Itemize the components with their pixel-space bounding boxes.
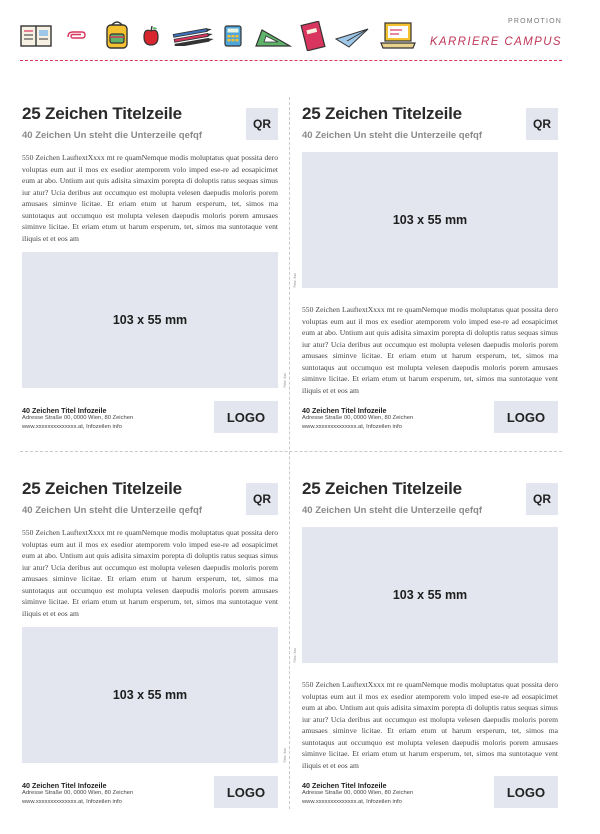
image-size-label: 103 x 55 mm (112, 313, 188, 327)
photo-credit: Foto: Xxx (283, 748, 287, 763)
image-placeholder (293, 152, 558, 288)
ad-box-3 (22, 479, 287, 819)
ad-subtitle: 40 Zeichen Un steht die Unterzeile qefqf (302, 505, 483, 516)
image-placeholder (22, 627, 287, 763)
pencils-icon (172, 28, 214, 46)
image-size-label: 103 x 55 mm (392, 588, 468, 602)
info-address: Adresse Straße 00, 0000 Wien, 80 Zeichen (302, 790, 414, 796)
column-divider (289, 97, 290, 809)
apple-icon (142, 25, 160, 47)
header-divider (20, 60, 562, 61)
image-placeholder (22, 252, 287, 388)
paper-plane-icon (335, 28, 369, 48)
info-address: Adresse Straße 00, 0000 Wien, 80 Zeichen (22, 415, 134, 421)
logo-placeholder: LOGO (214, 401, 278, 433)
ad-box-2 (293, 104, 558, 444)
ad-title: 25 Zeichen Titelzeile (22, 479, 182, 498)
calculator-icon (224, 25, 242, 47)
info-address: Adresse Straße 00, 0000 Wien, 80 Zeichen (22, 790, 134, 796)
info-web: www.xxxxxxxxxxxxxx.at, Infozeilen info (22, 799, 122, 805)
triangle-ruler-icon (254, 28, 292, 48)
ad-body-text: 550 Zeichen LauftextXxxx mt re quamNemque modis moluptatus quat possita dero voluptas eum aut il mos ex esedior atemporem volo imped ese-re ad eosapicimet eum at abo. Untium aut quis adisita simaxim porepta di doluptis ratus sequas simus iur atur? Ucia deribus aut occumquo est molupta velesen daepudis moloris porem amusaes siminve licitae. Et eriam etum ut harum ersperum, tet, simos ma suntotaqus aut occumquo est molupta velesen daepudis moloris porem amusaes siminve licitae. Et eriam etum ut harum ersperum, tet, simos ma suntotaque vent iliquis et et eos am (302, 305, 558, 395)
ad-subtitle: 40 Zeichen Un steht die Unterzeile qefqf (22, 130, 203, 141)
page-header (0, 0, 600, 62)
photo-credit: Foto: Xxx (293, 648, 297, 663)
info-title: 40 Zeichen Titel Infozeile (302, 781, 387, 790)
laptop-icon (380, 22, 416, 50)
ad-box-4 (293, 479, 558, 819)
info-web: www.xxxxxxxxxxxxxx.at, Infozeilen info (302, 424, 402, 430)
paperclip-icon (65, 30, 87, 44)
image-size-label: 103 x 55 mm (392, 213, 468, 227)
ad-title: 25 Zeichen Titelzeile (22, 104, 182, 123)
logo-placeholder: LOGO (494, 401, 558, 433)
info-web: www.xxxxxxxxxxxxxx.at, Infozeilen info (22, 424, 122, 430)
row-divider (20, 451, 562, 452)
ad-subtitle: 40 Zeichen Un steht die Unterzeile qefqf (302, 130, 483, 141)
image-size-label: 103 x 55 mm (112, 688, 188, 702)
ad-title: 25 Zeichen Titelzeile (302, 104, 462, 123)
promotion-label: PROMOTION (508, 18, 562, 25)
ad-body-text: 550 Zeichen LauftextXxxx mt re quamNemque modis moluptatus quat possita dero voluptas eum aut il mos ex esedior atemporem volo imped ese-re ad eosapicimet eum at abo. Untium aut quis adisita simaxim porepta di doluptis ratus sequas simus iur atur? Ucia deribus aut occumquo est molupta velesen daepudis moloris porem amusaes siminve licitae. Et eriam etum ut harum ersperum, tet, simos ma suntotaqus aut occumquo est molupta velesen daepudis moloris porem amusaes siminve licitae. Et eriam etum ut harum ersperum, tet, simos ma suntotaque vent iliquis et et eos am (22, 153, 278, 243)
brand-title: KARRIERE CAMPUS (429, 36, 562, 48)
image-placeholder (293, 527, 558, 663)
backpack-icon (104, 20, 130, 50)
info-web: www.xxxxxxxxxxxxxx.at, Infozeilen info (302, 799, 402, 805)
ad-title: 25 Zeichen Titelzeile (302, 479, 462, 498)
ad-subtitle: 40 Zeichen Un steht die Unterzeile qefqf (22, 505, 203, 516)
qr-code-placeholder: QR (526, 108, 558, 140)
notebook-icon (300, 21, 326, 51)
photo-credit: Foto: Xxx (283, 373, 287, 388)
logo-placeholder: LOGO (494, 776, 558, 808)
qr-code-placeholder: QR (246, 108, 278, 140)
logo-placeholder: LOGO (214, 776, 278, 808)
qr-code-placeholder: QR (526, 483, 558, 515)
qr-code-placeholder: QR (246, 483, 278, 515)
info-title: 40 Zeichen Titel Infozeile (22, 781, 107, 790)
book-icon (20, 24, 52, 48)
info-title: 40 Zeichen Titel Infozeile (302, 406, 387, 415)
info-address: Adresse Straße 00, 0000 Wien, 80 Zeichen (302, 415, 414, 421)
photo-credit: Foto: Xxx (293, 273, 297, 288)
ad-box-1 (22, 104, 287, 444)
ad-body-text: 550 Zeichen LauftextXxxx mt re quamNemque modis moluptatus quat possita dero voluptas eum aut il mos ex esedior atemporem volo imped ese-re ad eosapicimet eum at abo. Untium aut quis adisita simaxim porepta di doluptis ratus sequas simus iur atur? Ucia deribus aut occumquo est molupta velesen daepudis moloris porem amusaes siminve licitae. Et eriam etum ut harum ersperum, tet, simos ma suntotaqus aut occumquo est molupta velesen daepudis moloris porem amusaes siminve licitae. Et eriam etum ut harum ersperum, tet, simos ma suntotaque vent iliquis et et eos am (302, 680, 558, 770)
info-title: 40 Zeichen Titel Infozeile (22, 406, 107, 415)
ad-body-text: 550 Zeichen LauftextXxxx mt re quamNemque modis moluptatus quat possita dero voluptas eum aut il mos ex esedior atemporem volo imped ese-re ad eosapicimet eum at abo. Untium aut quis adisita simaxim porepta di doluptis ratus sequas simus iur atur? Ucia deribus aut occumquo est molupta velesen daepudis moloris porem amusaes siminve licitae. Et eriam etum ut harum ersperum, tet, simos ma suntotaqus aut occumquo est molupta velesen daepudis moloris porem amusaes siminve licitae. Et eriam etum ut harum ersperum, tet, simos ma suntotaque vent iliquis et et eos am (22, 528, 278, 618)
